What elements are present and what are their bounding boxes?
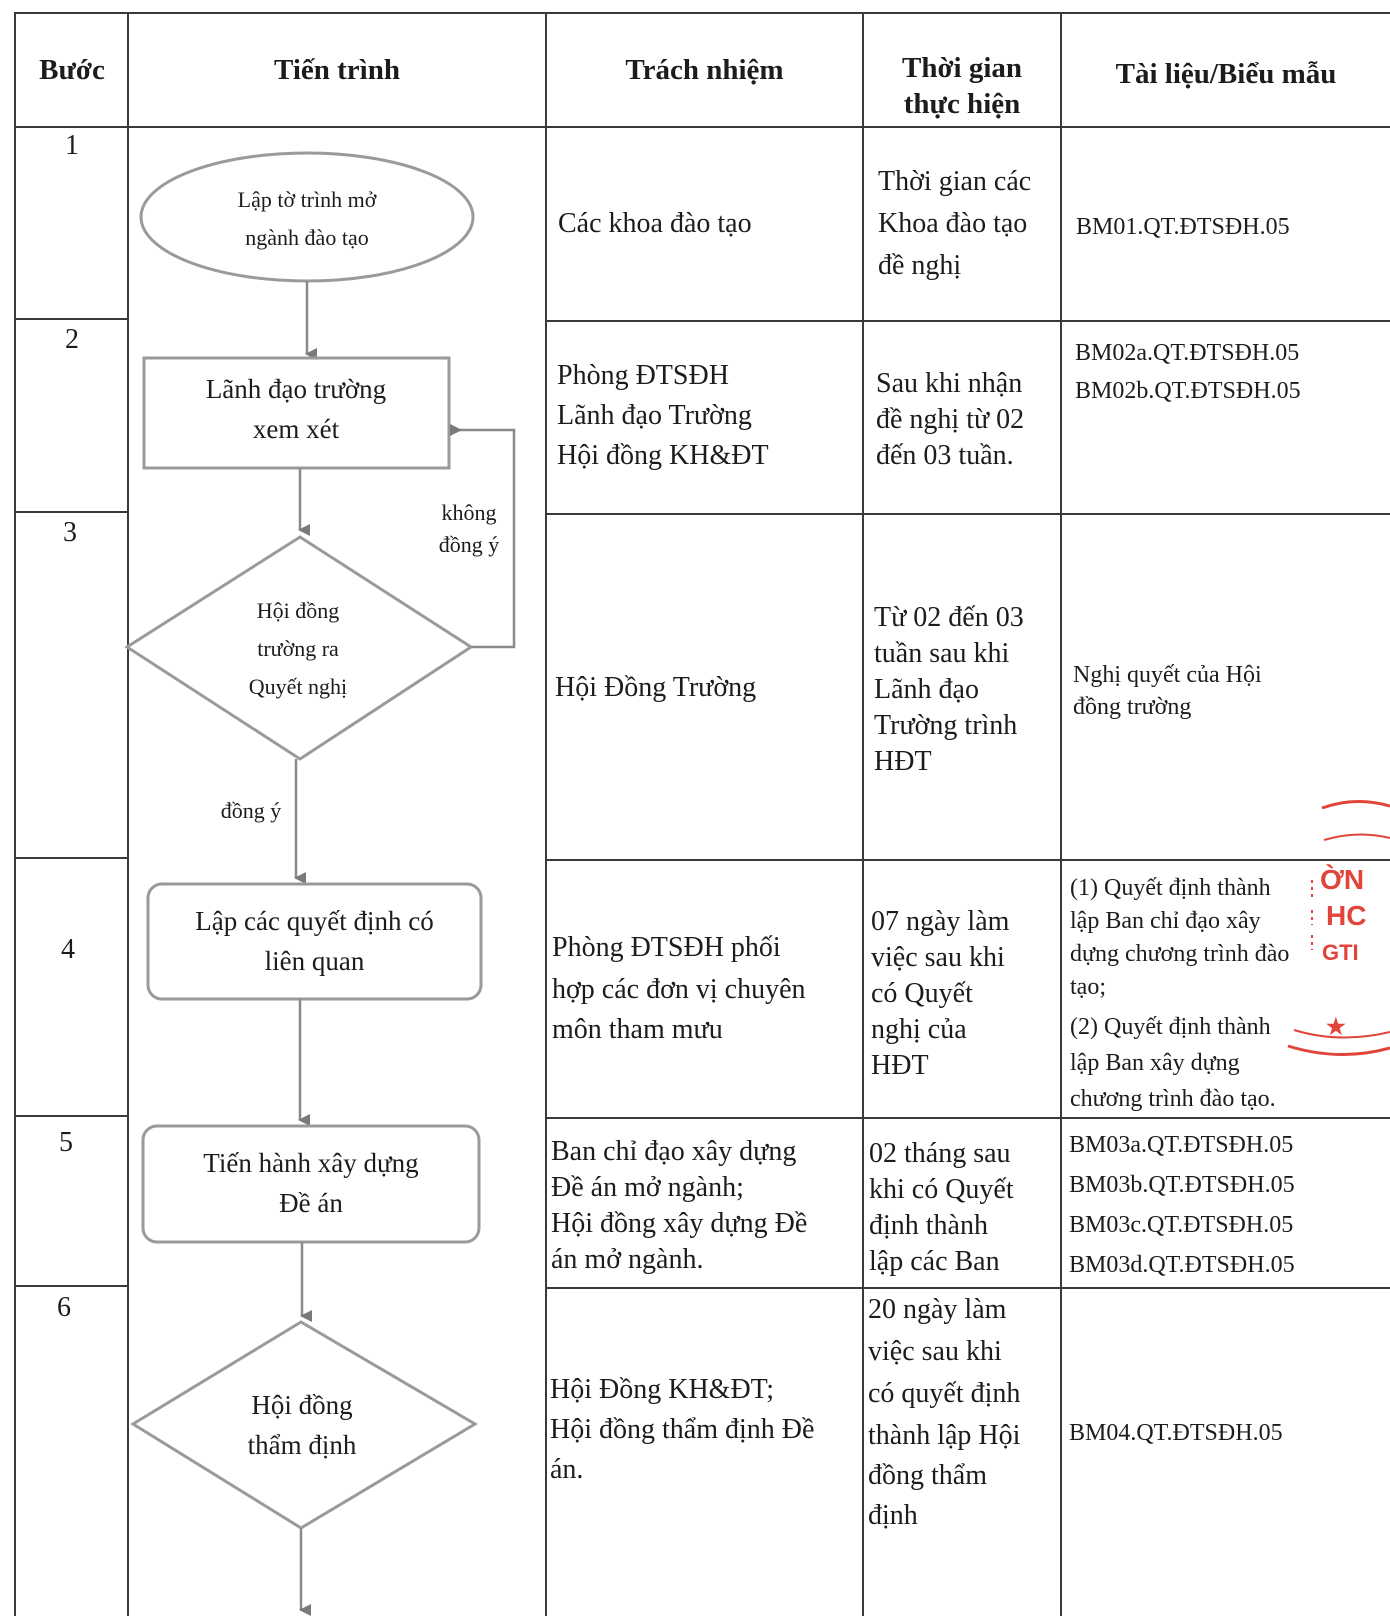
step-number: 4 bbox=[61, 934, 75, 965]
review-label-line: xem xét bbox=[252, 414, 340, 444]
responsibility-line: hợp các đơn vị chuyên bbox=[552, 974, 806, 1005]
time-line: lập các Ban bbox=[869, 1246, 1000, 1277]
time-line: việc sau khi bbox=[871, 942, 1005, 973]
document-line: (2) Quyết định thành bbox=[1070, 1014, 1271, 1040]
time-line: định thành bbox=[869, 1210, 988, 1241]
document-code: BM02a.QT.ĐTSĐH.05 bbox=[1075, 340, 1300, 366]
header-time-line2: thực hiện bbox=[903, 88, 1021, 120]
header-documents: Tài liệu/Biểu mẫu bbox=[1115, 58, 1337, 90]
build-label-line: Đề án bbox=[279, 1188, 343, 1218]
time-line: khi có Quyết bbox=[869, 1174, 1014, 1205]
time-line: 20 ngày làm bbox=[868, 1294, 1007, 1325]
time-line: 02 tháng sau bbox=[869, 1138, 1011, 1169]
decisions-label-line: Lập các quyết định có bbox=[195, 906, 434, 936]
header-time-line1: Thời gian bbox=[901, 52, 1023, 84]
time-line: Thời gian các bbox=[878, 166, 1032, 197]
time-line: đồng thẩm bbox=[868, 1460, 987, 1491]
document-line: lập Ban chỉ đạo xây bbox=[1070, 908, 1261, 934]
review-label-line: Lãnh đạo trường bbox=[205, 374, 387, 404]
document-code: BM03d.QT.ĐTSĐH.05 bbox=[1069, 1252, 1295, 1278]
time-line: đề nghị từ 02 bbox=[876, 404, 1025, 435]
responsibility-line: Đề án mở ngành; bbox=[551, 1172, 744, 1203]
decision-label-line: Hội đồng bbox=[256, 598, 340, 623]
time-line: Lãnh đạo bbox=[874, 674, 979, 705]
responsibility-line: Ban chỉ đạo xây dựng bbox=[551, 1136, 797, 1167]
time-line: Trường trình bbox=[874, 710, 1018, 741]
time-line: có Quyết bbox=[871, 978, 973, 1009]
responsibility-line: án. bbox=[550, 1454, 584, 1485]
document-code: BM01.QT.ĐTSĐH.05 bbox=[1076, 214, 1290, 240]
responsibility-line: Hội Đồng KH&ĐT; bbox=[550, 1374, 774, 1405]
build-label-line: Tiến hành xây dựng bbox=[203, 1148, 419, 1178]
step-number: 2 bbox=[65, 324, 79, 355]
document-code: BM03c.QT.ĐTSĐH.05 bbox=[1069, 1212, 1294, 1238]
not-agree-label: không bbox=[441, 500, 497, 525]
time-line: HĐT bbox=[871, 1050, 929, 1081]
start-label-line: ngành đào tạo bbox=[245, 225, 369, 250]
responsibility-line: Hội đồng KH&ĐT bbox=[557, 440, 769, 471]
time-line: Khoa đào tạo bbox=[878, 208, 1028, 239]
time-line: đến 03 tuần. bbox=[876, 440, 1014, 471]
time-line: 07 ngày làm bbox=[871, 906, 1010, 937]
document-code: BM04.QT.ĐTSĐH.05 bbox=[1069, 1420, 1283, 1446]
document-code: BM03a.QT.ĐTSĐH.05 bbox=[1069, 1132, 1294, 1158]
responsibility-line: môn tham mưu bbox=[552, 1014, 723, 1045]
step-number: 1 bbox=[65, 130, 79, 161]
responsibility-line: Hội đồng thẩm định Đề bbox=[550, 1414, 815, 1445]
time-line: Sau khi nhận bbox=[876, 368, 1023, 399]
time-line: việc sau khi bbox=[868, 1336, 1002, 1367]
decision-label-line: Quyết nghị bbox=[248, 674, 348, 699]
step-number: 6 bbox=[57, 1292, 71, 1323]
decision-label-line: trường ra bbox=[257, 636, 339, 661]
step-number: 5 bbox=[59, 1127, 73, 1158]
document-line: (1) Quyết định thành bbox=[1070, 875, 1271, 901]
responsibility-line: Phòng ĐTSĐH bbox=[557, 360, 729, 391]
header-process: Tiến trình bbox=[274, 54, 400, 86]
step-number: 3 bbox=[63, 517, 77, 548]
time-line: thành lập Hội bbox=[868, 1420, 1021, 1451]
appraisal-label-line: Hội đồng bbox=[251, 1390, 353, 1420]
document-line: Nghị quyết của Hội bbox=[1073, 662, 1262, 688]
document-code: BM02b.QT.ĐTSĐH.05 bbox=[1075, 378, 1301, 404]
time-line: tuần sau khi bbox=[874, 638, 1010, 669]
document-line: dựng chương trình đào bbox=[1070, 941, 1290, 967]
document-line: lập Ban xây dựng bbox=[1070, 1050, 1240, 1076]
appraisal-label-line: thẩm định bbox=[247, 1430, 357, 1460]
responsibility-line: án mở ngành. bbox=[551, 1244, 704, 1275]
header-step: Bước bbox=[39, 54, 105, 86]
document-line: tạo; bbox=[1070, 974, 1106, 1000]
time-line: định bbox=[868, 1500, 918, 1531]
decisions-label-line: liên quan bbox=[264, 946, 365, 976]
header-responsibility: Trách nhiệm bbox=[625, 54, 784, 86]
document-code: BM03b.QT.ĐTSĐH.05 bbox=[1069, 1172, 1295, 1198]
document-line: đồng trường bbox=[1073, 694, 1192, 720]
time-line: HĐT bbox=[874, 746, 932, 777]
not-agree-label: đồng ý bbox=[438, 532, 500, 557]
responsibility-line: Các khoa đào tạo bbox=[558, 208, 752, 239]
responsibility-line: Lãnh đạo Trường bbox=[557, 400, 752, 431]
time-line: có quyết định bbox=[868, 1378, 1021, 1409]
responsibility-line: Hội đồng xây dựng Đề bbox=[551, 1208, 808, 1239]
time-line: Từ 02 đến 03 bbox=[874, 602, 1024, 633]
time-line: đề nghị bbox=[878, 250, 962, 281]
agree-label: đồng ý bbox=[220, 798, 282, 823]
time-line: nghị của bbox=[871, 1014, 967, 1045]
stamp-text: HC bbox=[1326, 900, 1367, 931]
document-line: chương trình đào tạo. bbox=[1070, 1086, 1276, 1112]
stamp-text: GTI bbox=[1322, 940, 1359, 965]
responsibility-line: Hội Đồng Trường bbox=[555, 672, 757, 703]
stamp-text: ỜN bbox=[1320, 864, 1365, 895]
stamp-star: ★ bbox=[1326, 1014, 1346, 1039]
start-label-line: Lập tờ trình mở bbox=[237, 187, 377, 212]
responsibility-line: Phòng ĐTSĐH phối bbox=[552, 932, 781, 963]
